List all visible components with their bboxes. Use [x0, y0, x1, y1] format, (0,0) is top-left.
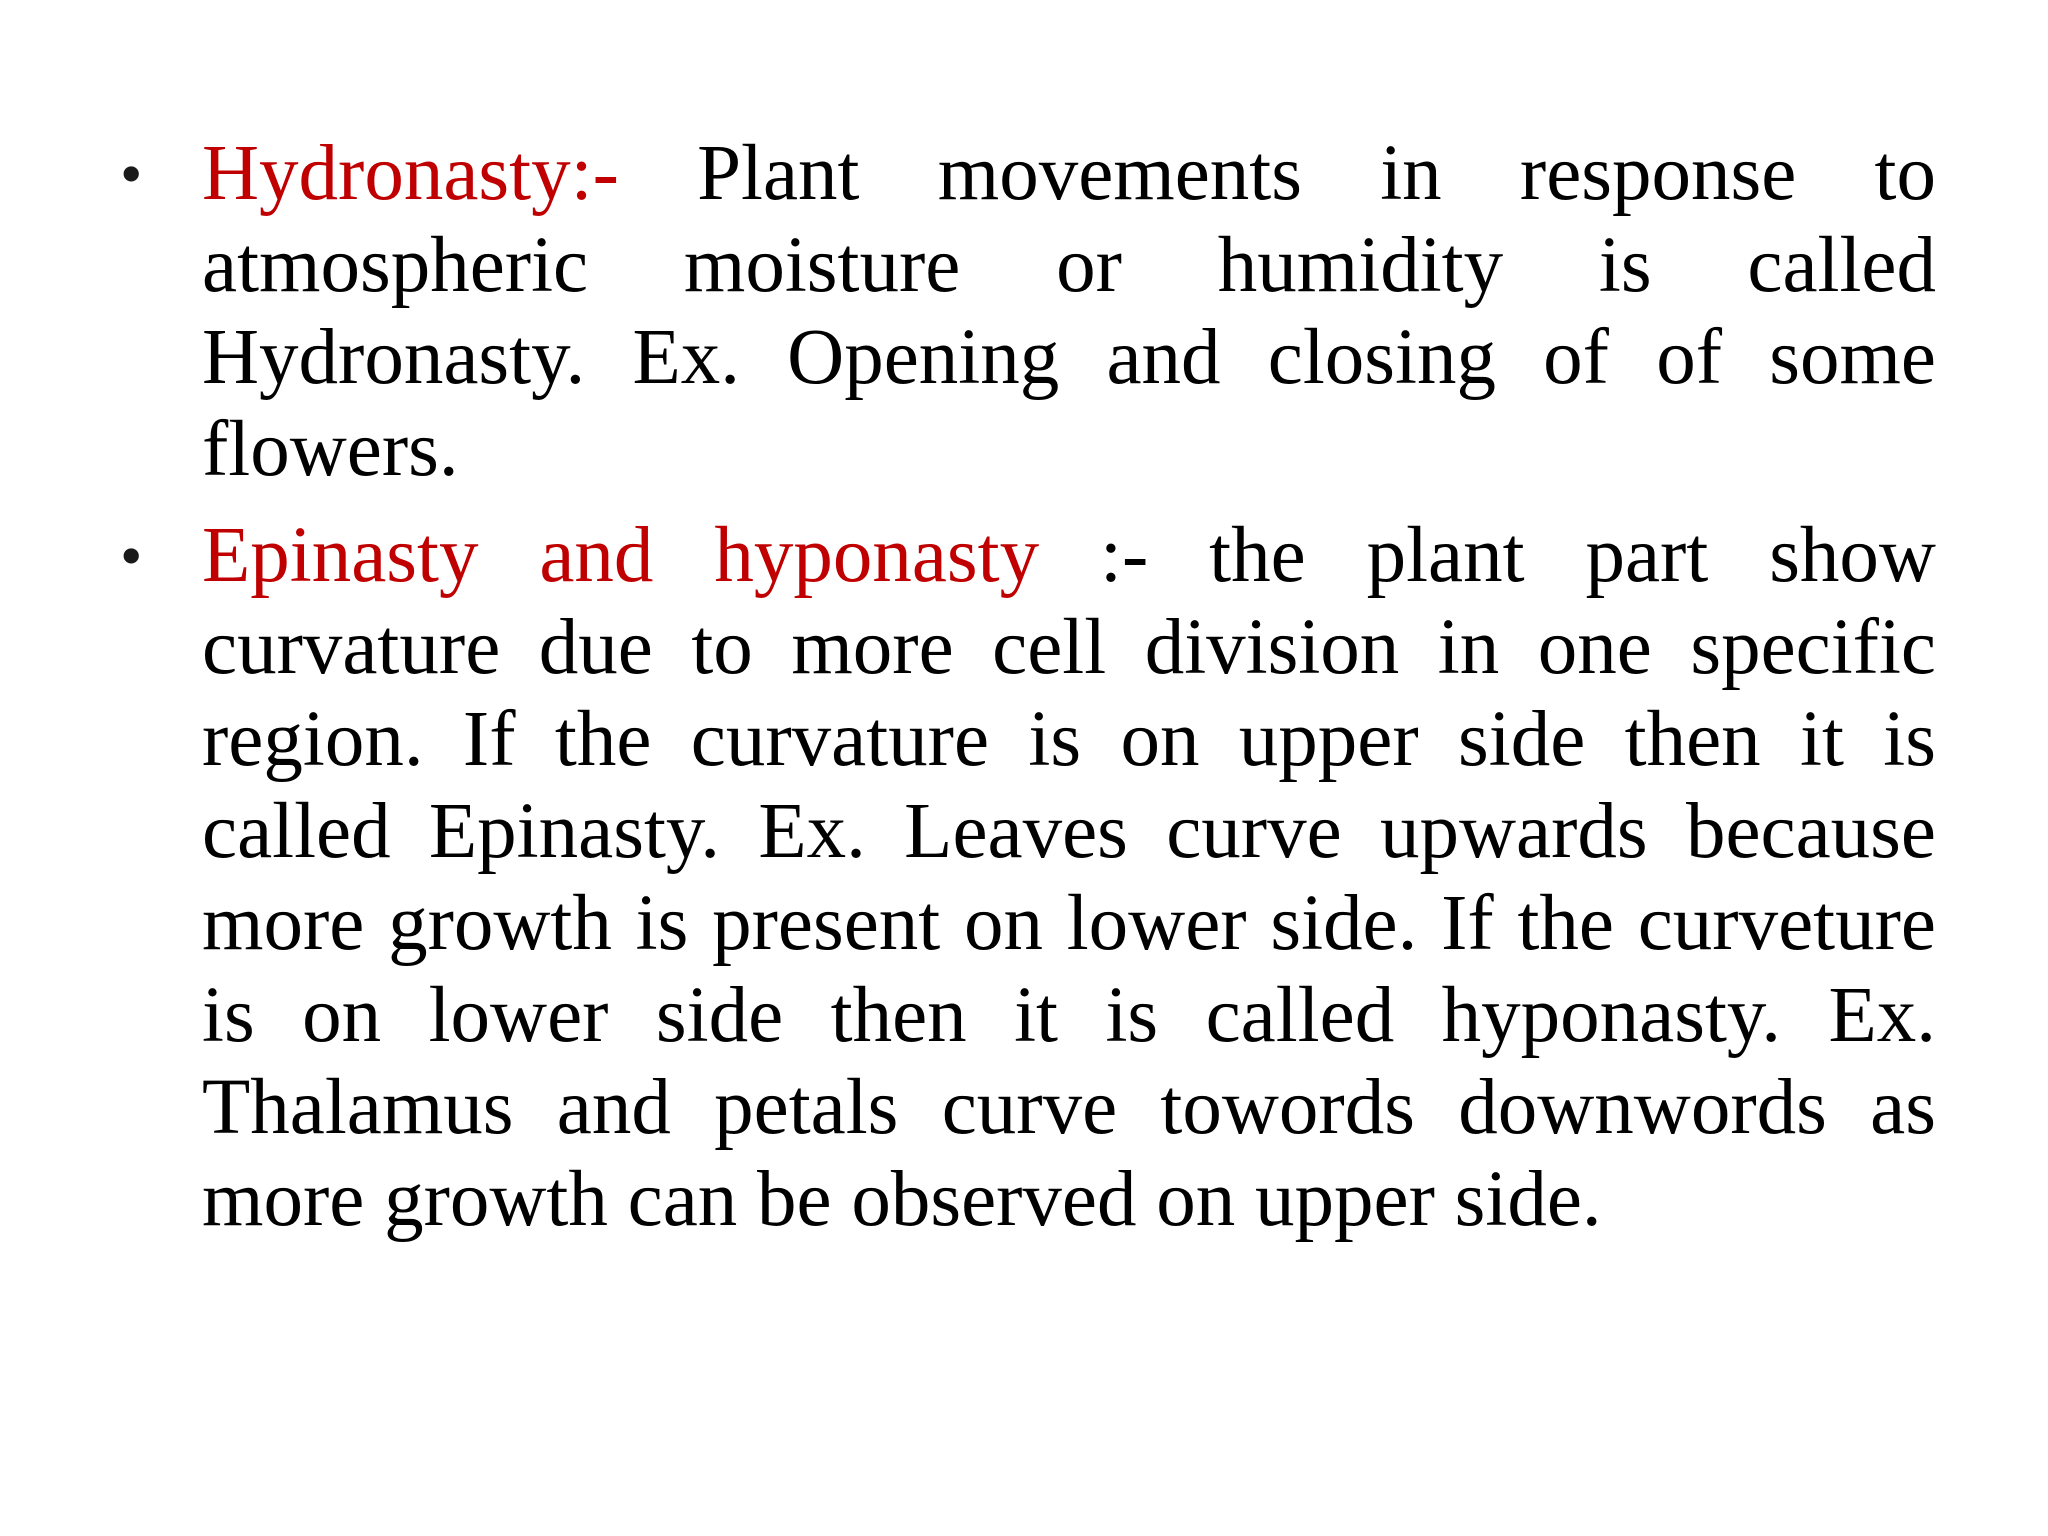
bullet-epinasty-hyponasty	[120, 510, 1936, 1246]
definition-hydronasty: Plant movements in response to atmospheric moisture or humidity is called Hydronasty. Ex. Opening and closing of of some flowers.	[202, 130, 1936, 493]
term-hydronasty: Hydronasty:-	[202, 130, 619, 217]
term-epinasty-hyponasty: Epinasty and hyponasty	[202, 512, 1040, 599]
definition-epinasty-hyponasty: :- the plant part show curvature due to more cell division in one specific region. If the curvature is on upper side then it is called Epinasty. Ex. Leaves curve upwards because more growth is present on lower side. If the curveture is on lower side then it is called hyponasty. Ex. Thalamus and petals curve towords downwords as more growth can be observed on upper side.	[202, 512, 1936, 1243]
bullet-marker: •	[120, 520, 143, 591]
bullet-list	[120, 128, 1936, 1260]
bullet-hydronasty	[120, 128, 1936, 496]
bullet-marker: •	[120, 138, 143, 209]
